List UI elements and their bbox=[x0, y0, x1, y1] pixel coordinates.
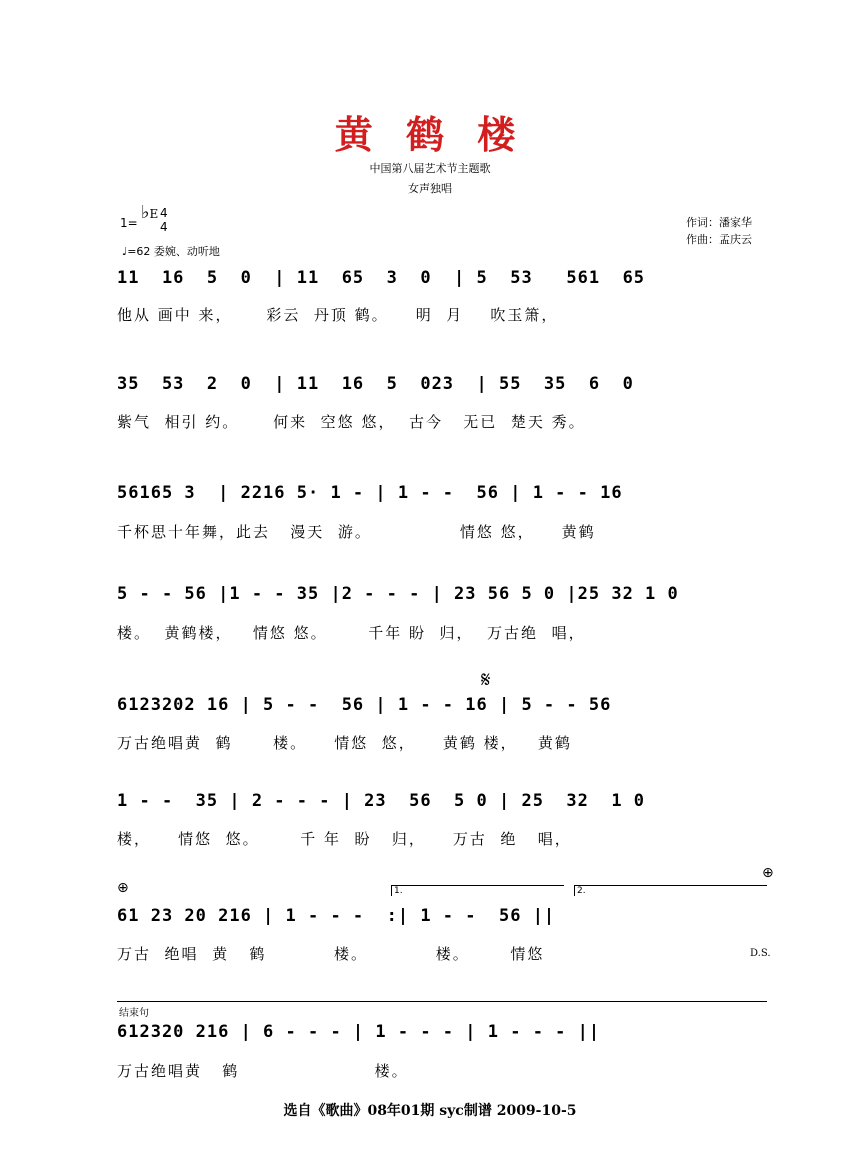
composer-credit: 作曲：孟庆云 bbox=[686, 233, 752, 246]
lyrics-line-1: 他从 画中 来， 彩云 丹顶 鹤。 明 月 吹玉箫， bbox=[117, 306, 559, 324]
song-title: 黄 鹤 楼 bbox=[334, 112, 526, 157]
key-prefix: 1= bbox=[120, 216, 138, 230]
notes-line-6: 1 - - 35 | 2 - - - | 23 56 5 0 | 25 32 1 0 bbox=[117, 791, 646, 811]
coda-icon: ⊕ bbox=[117, 880, 129, 896]
coda-icon: ⊕ bbox=[762, 865, 774, 881]
lyrics-line-7: 万古 绝唱 黄 鹤 楼。 楼。 情悠 bbox=[117, 945, 545, 963]
subtitle: 中国第八届艺术节主题歌 bbox=[369, 162, 491, 175]
time-sig-top: 4 bbox=[160, 206, 168, 220]
notes-line-1: 11 16 5 0 | 11 65 3 0 | 5 53 561 65 bbox=[117, 268, 646, 288]
lyrics-line-8: 万古绝唱黄 鹤 楼。 bbox=[117, 1062, 409, 1080]
time-sig-bottom: 4 bbox=[160, 220, 168, 234]
dal-segno-marking: D.S. bbox=[750, 948, 771, 959]
notes-line-8: 612320 216 | 6 - - - | 1 - - - | 1 - - - || bbox=[117, 1022, 601, 1042]
lyrics-line-4: 楼。 黄鹤楼， 情悠 悠。 千年 盼 归， 万古绝 唱， bbox=[117, 624, 586, 642]
notes-line-3: 56165 3 | 2216 5· 1 - | 1 - - 56 | 1 - - 16 bbox=[117, 483, 623, 503]
notes-line-2: 35 53 2 0 | 11 16 5 023 | 55 35 6 0 bbox=[117, 374, 634, 394]
first-ending: 1. bbox=[391, 885, 564, 896]
lyrics-line-3: 千杯思十年舞，此去 漫天 游。 情悠 悠， 黄鹤 bbox=[117, 523, 596, 541]
notes-line-7: 61 23 20 216 | 1 - - - :| 1 - - 56 || bbox=[117, 906, 556, 926]
time-signature bbox=[160, 206, 168, 234]
lyrics-line-6: 楼， 情悠 悠。 千 年 盼 归， 万古 绝 唱， bbox=[117, 830, 572, 848]
key-signature bbox=[120, 216, 138, 230]
footer-source: 选自《歌曲》08年01期 syc制谱 2009-10-5 bbox=[283, 1103, 577, 1119]
notes-line-4: 5 - - 56 |1 - - 35 |2 - - - | 23 56 5 0 |25 32 1 0 bbox=[117, 584, 679, 604]
second-ending: 2. bbox=[574, 885, 767, 896]
lyrics-line-5: 万古绝唱黄 鹤 楼。 情悠 悠， 黄鹤 楼， 黄鹤 bbox=[117, 734, 572, 752]
lyricist-credit: 作词：潘家华 bbox=[686, 216, 752, 229]
segno-icon: 𝄋 bbox=[481, 668, 491, 693]
ending-label: 结束句 bbox=[119, 1008, 149, 1019]
notes-line-5: 6123202 16 | 5 - - 56 | 1 - - 16 | 5 - - 56 bbox=[117, 695, 612, 715]
lyrics-line-2: 紫气 相引 约。 何来 空悠 悠， 古今 无已 楚天 秀。 bbox=[117, 413, 586, 431]
ending-bracket bbox=[117, 1001, 767, 1010]
performance-type: 女声独唱 bbox=[408, 182, 452, 195]
flat-icon: ♭E bbox=[141, 202, 159, 223]
key-letter: E bbox=[149, 207, 159, 221]
tempo-marking: ♩=62 委婉、动听地 bbox=[122, 245, 220, 258]
